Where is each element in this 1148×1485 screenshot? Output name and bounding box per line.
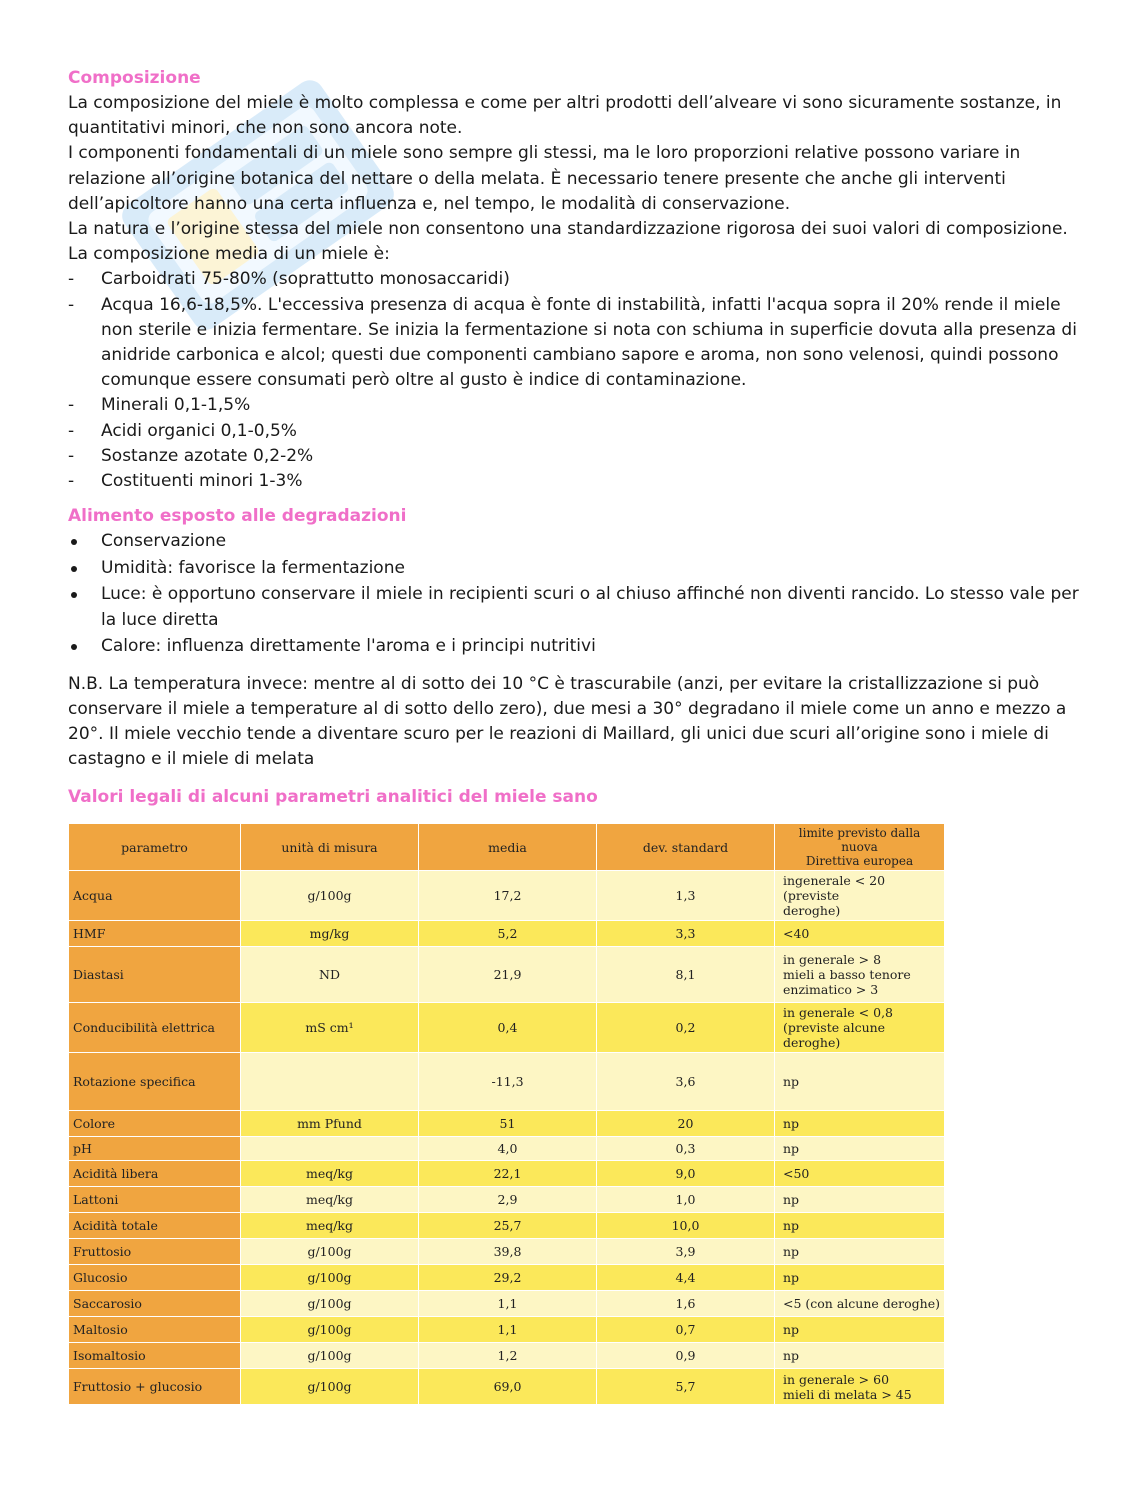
cell-dev: 3,6 (597, 1053, 775, 1111)
cell-dev: 0,9 (597, 1343, 775, 1369)
table-row (69, 1265, 945, 1291)
cell-unita: g/100g (241, 871, 419, 921)
list-item: - Acidi organici 0,1-0,5% (68, 420, 297, 441)
cell-limite: np (775, 1265, 945, 1291)
cell-dev: 0,2 (597, 1003, 775, 1053)
table-row (69, 1343, 945, 1369)
cell-limite: in generale > 8 mieli a basso tenore enzimatico > 3 (775, 947, 945, 1003)
list-item: - Costituenti minori 1-3% (68, 471, 303, 492)
table-body (69, 871, 945, 1405)
cell-limite: np (775, 1239, 945, 1265)
cell-dev: 3,3 (597, 921, 775, 947)
cell-limite: in generale > 60 mieli di melata > 45 (775, 1369, 945, 1405)
degradation-list (68, 529, 1080, 660)
table-row (69, 871, 945, 921)
cell-unita: g/100g (241, 1369, 419, 1405)
cell-dev: 1,6 (597, 1291, 775, 1317)
paragraph: La composizione del miele è molto complessa e come per altri prodotti dell’alveare vi sono sicuramente sostanze, in quantitativi minori, che non sono ancora note. (68, 93, 1062, 139)
cell-unita: g/100g (241, 1239, 419, 1265)
cell-parametro: Fruttosio + glucosio (69, 1369, 241, 1405)
cell-unita (241, 1053, 419, 1111)
cell-media: 21,9 (419, 947, 597, 1003)
table-header-row (69, 824, 945, 871)
cell-dev: 4,4 (597, 1265, 775, 1291)
cell-dev: 0,3 (597, 1137, 775, 1161)
section-valori-legali (68, 785, 1080, 810)
cell-parametro: Colore (69, 1111, 241, 1137)
parameters-table (68, 823, 945, 1405)
cell-dev: 1,3 (597, 871, 775, 921)
list-item: - Acqua 16,6-18,5%. L'eccessiva presenza di acqua è fonte di instabilità, infatti l'acqua sopra il 20% rende il miele non sterile e inizia fermentare. Se inizia la fermentazione si nota con schiuma in superficie dovuta alla presenza di anidride carbonica e alcol; questi due componenti cambiano sapore e aroma, non sono velenosi, quindi possono comunque essere consumati però oltre al gusto è indice di contaminazione. (68, 294, 1077, 391)
cell-unita: mS cm¹ (241, 1003, 419, 1053)
cell-media: 69,0 (419, 1369, 597, 1405)
heading-degradazioni: Alimento esposto alle degradazioni (68, 506, 407, 527)
section-degradazioni (68, 504, 1080, 772)
cell-limite: np (775, 1213, 945, 1239)
cell-unita: ND (241, 947, 419, 1003)
heading-composizione: Composizione (68, 68, 201, 88)
cell-parametro: Fruttosio (69, 1239, 241, 1265)
cell-limite: np (775, 1317, 945, 1343)
table-row (69, 1213, 945, 1239)
cell-parametro: Maltosio (69, 1317, 241, 1343)
cell-media: 4,0 (419, 1137, 597, 1161)
document-body (68, 66, 1080, 810)
cell-dev: 10,0 (597, 1213, 775, 1239)
cell-limite: np (775, 1053, 945, 1111)
bullet-icon (71, 644, 77, 650)
composition-list (68, 267, 1080, 494)
cell-dev: 1,0 (597, 1187, 775, 1213)
cell-media: 1,1 (419, 1317, 597, 1343)
paragraph: La composizione media di un miele è: (68, 244, 390, 265)
cell-parametro: Acidità libera (69, 1161, 241, 1187)
cell-parametro: Saccarosio (69, 1291, 241, 1317)
heading-valori-legali: Valori legali di alcuni parametri analitici del miele sano (68, 786, 598, 807)
cell-dev: 3,9 (597, 1239, 775, 1265)
table-row (69, 921, 945, 947)
cell-unita: meq/kg (241, 1187, 419, 1213)
list-item: Conservazione (68, 529, 1080, 555)
cell-unita: mg/kg (241, 921, 419, 947)
cell-unita: g/100g (241, 1265, 419, 1291)
cell-media: 0,4 (419, 1003, 597, 1053)
list-item: Calore: influenza direttamente l'aroma e i principi nutritivi (68, 634, 1080, 660)
cell-media: -11,3 (419, 1053, 597, 1111)
table-row (69, 1003, 945, 1053)
table-row (69, 1187, 945, 1213)
cell-parametro: Acidità totale (69, 1213, 241, 1239)
cell-limite: np (775, 1343, 945, 1369)
cell-limite: in generale < 0,8 (previste alcune deroghe) (775, 1003, 945, 1053)
cell-dev: 20 (597, 1111, 775, 1137)
cell-parametro: Rotazione specifica (69, 1053, 241, 1111)
table-row (69, 1137, 945, 1161)
cell-dev: 8,1 (597, 947, 775, 1003)
bullet-icon (71, 539, 77, 545)
list-item: - Minerali 0,1-1,5% (68, 395, 251, 416)
cell-media: 29,2 (419, 1265, 597, 1291)
paragraph: La natura e l’origine stessa del miele non consentono una standardizzazione rigorosa dei suoi valori di composizione. (68, 219, 1068, 240)
header-limite: limite previsto dalla nuova Direttiva europea (775, 824, 945, 871)
cell-limite: ingenerale < 20 (previste deroghe) (775, 871, 945, 921)
cell-media: 22,1 (419, 1161, 597, 1187)
table-row (69, 1317, 945, 1343)
table-row (69, 947, 945, 1003)
cell-media: 39,8 (419, 1239, 597, 1265)
table-row (69, 1053, 945, 1111)
cell-unita (241, 1137, 419, 1161)
cell-parametro: Isomaltosio (69, 1343, 241, 1369)
cell-media: 17,2 (419, 871, 597, 921)
cell-media: 51 (419, 1111, 597, 1137)
cell-dev: 0,7 (597, 1317, 775, 1343)
list-item: Luce: è opportuno conservare il miele in recipienti scuri o al chiuso affinché non diventi rancido. Lo stesso vale per la luce diretta (68, 582, 1080, 633)
cell-parametro: HMF (69, 921, 241, 947)
cell-unita: mm Pfund (241, 1111, 419, 1137)
cell-limite: <50 (775, 1161, 945, 1187)
list-item: Umidità: favorisce la fermentazione (68, 556, 1080, 582)
section-composizione (68, 66, 1080, 494)
cell-limite: np (775, 1111, 945, 1137)
cell-media: 1,2 (419, 1343, 597, 1369)
cell-limite: <5 (con alcune deroghe) (775, 1291, 945, 1317)
cell-media: 2,9 (419, 1187, 597, 1213)
cell-media: 5,2 (419, 921, 597, 947)
table-row (69, 1111, 945, 1137)
table-row (69, 1291, 945, 1317)
cell-dev: 5,7 (597, 1369, 775, 1405)
cell-parametro: Glucosio (69, 1265, 241, 1291)
table-row (69, 1369, 945, 1405)
cell-limite: <40 (775, 921, 945, 947)
bullet-icon (71, 566, 77, 572)
cell-limite: np (775, 1137, 945, 1161)
cell-unita: g/100g (241, 1343, 419, 1369)
header-parametro: parametro (69, 824, 241, 871)
cell-media: 25,7 (419, 1213, 597, 1239)
bullet-icon (71, 592, 77, 598)
cell-parametro: Lattoni (69, 1187, 241, 1213)
cell-unita: g/100g (241, 1291, 419, 1317)
paragraph: I componenti fondamentali di un miele sono sempre gli stessi, ma le loro proporzioni relative possono variare in relazione all’origine botanica del nettare o della melata. È necessario tenere presente che anche gli interventi dell’apicoltore hanno una certa influenza e, nel tempo, le modalità di conservazione. (68, 143, 1021, 214)
cell-unita: meq/kg (241, 1161, 419, 1187)
list-item: - Sostanze azotate 0,2-2% (68, 445, 314, 466)
cell-unita: g/100g (241, 1317, 419, 1343)
cell-parametro: Diastasi (69, 947, 241, 1003)
cell-dev: 9,0 (597, 1161, 775, 1187)
header-media: media (419, 824, 597, 871)
cell-media: 1,1 (419, 1291, 597, 1317)
cell-parametro: Acqua (69, 871, 241, 921)
list-item: - Carboidrati 75-80% (soprattutto monosaccaridi) (68, 269, 510, 290)
cell-unita: meq/kg (241, 1213, 419, 1239)
header-unita: unità di misura (241, 824, 419, 871)
cell-limite: np (775, 1187, 945, 1213)
table-row (69, 1161, 945, 1187)
cell-parametro: pH (69, 1137, 241, 1161)
cell-parametro: Conducibilità elettrica (69, 1003, 241, 1053)
note-paragraph: N.B. La temperatura invece: mentre al di sotto dei 10 °C è trascurabile (anzi, per evitare la cristallizzazione si può conservare il miele a temperature al di sotto dello zero), due mesi a 30° degradano il miele come un anno e mezzo a 20°. Il miele vecchio tende a diventare scuro per le reazioni di Maillard, gli unici due scuri all’origine sono i miele di castagno e il miele di melata (68, 673, 1067, 770)
header-dev: dev. standard (597, 824, 775, 871)
table-row (69, 1239, 945, 1265)
